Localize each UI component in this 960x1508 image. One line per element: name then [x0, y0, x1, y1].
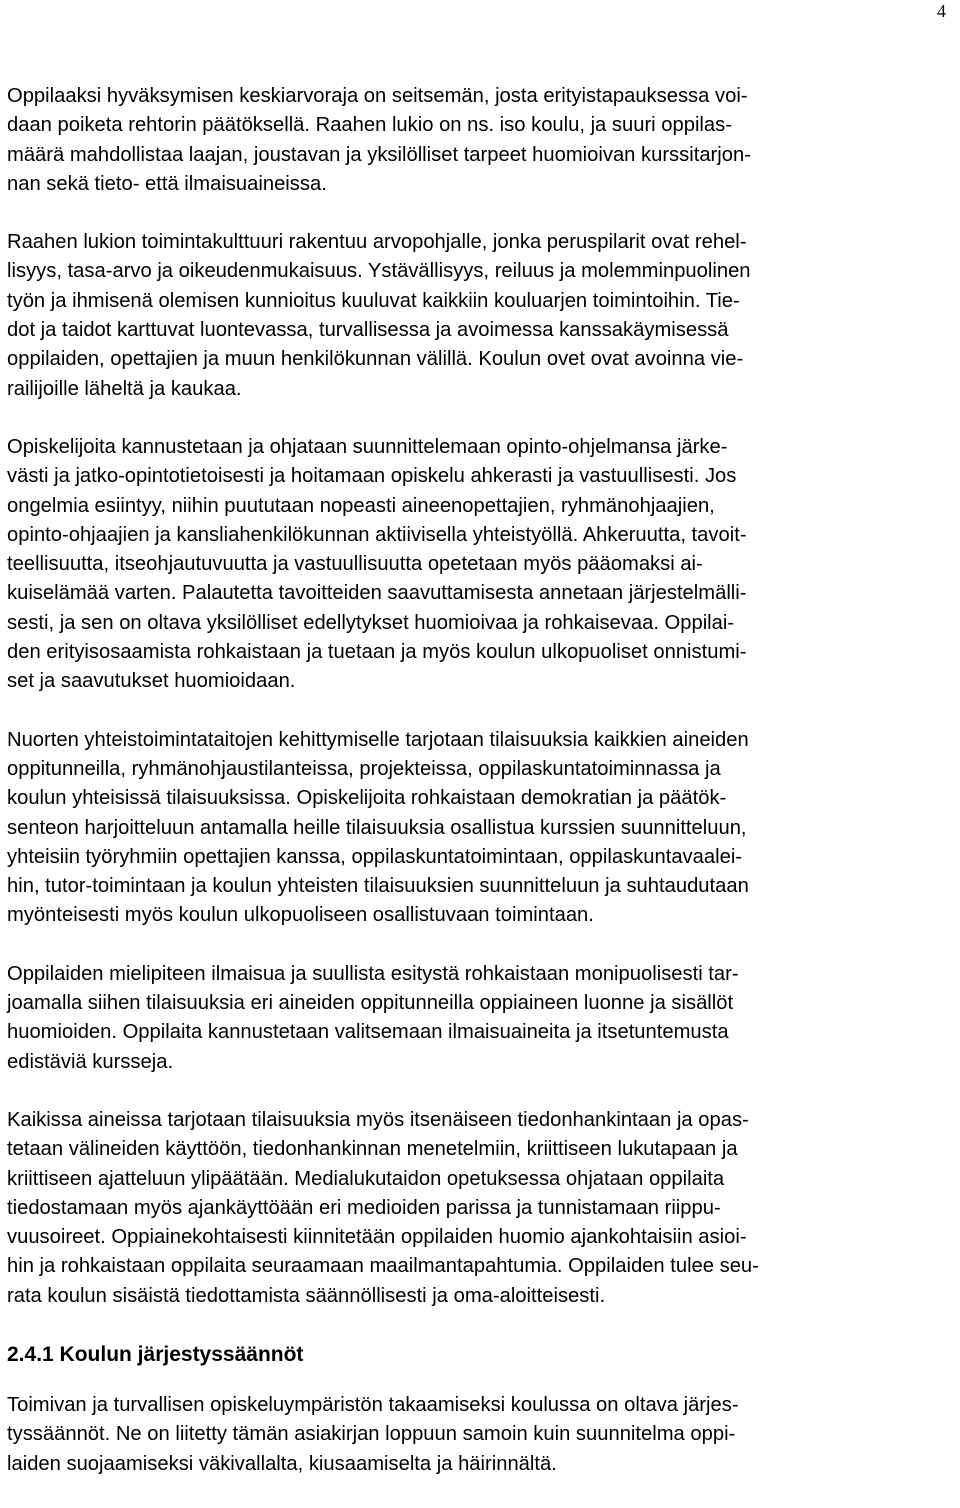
text-line: Oppilaaksi hyväksymisen keskiarvoraja on seitsemän, josta erityistapauksessa voi- [7, 85, 748, 107]
text-line: lisyys, tasa-arvo ja oikeudenmukaisuus. Ystävällisyys, reiluus ja molemminpuolinen [7, 260, 751, 283]
text-line: västi ja jatko-opintotietoisesti ja hoitamaan opiskelu ahkerasti ja vastuullisesti. Jos [7, 465, 737, 488]
text-line: dot ja taidot karttuvat luontevassa, turvallisessa ja avoimessa kanssakäymisessä [7, 319, 729, 342]
text-line: tiedostamaan myös ajankäyttöään eri medioiden parissa ja tunnistamaan riippu- [7, 1196, 721, 1219]
text-line: työn ja ihmisenä olemisen kunnioitus kuuluvat kaikkiin kouluarjen toimintoihin. Tie- [7, 289, 740, 312]
text-line: yhteisiin työryhmiin opettajien kanssa, oppilaskuntatoimintaan, oppilaskuntavaalei- [7, 845, 743, 868]
text-line: edistäviä kursseja. [7, 1050, 174, 1073]
text-line: Nuorten yhteistoimintataitojen kehittymiselle tarjotaan tilaisuuksia kaikkien aineiden [7, 728, 749, 751]
document-body [7, 82, 955, 1508]
text-line: Kaikissa aineissa tarjotaan tilaisuuksia myös itsenäiseen tiedonhankintaan ja opas- [7, 1108, 749, 1131]
section-heading: 2.4.1 Koulun järjestyssäännöt [7, 1342, 304, 1366]
text-line: vuusoireet. Oppiainekohtaisesti kiinnitetään oppilaiden huomio ajankohtaisiin asioi- [7, 1226, 747, 1249]
text-line: den erityisosaamista rohkaistaan ja tuetaan ja myös koulun ulkopuoliset onnistumi- [7, 641, 747, 664]
text-line: Toimivan ja turvallisen opiskeluympäristön takaamiseksi koulussa on oltava järjes- [7, 1393, 739, 1416]
text-line: senteon harjoitteluun antamalla heille tilaisuuksia osallistua kurssien suunnitteluun, [7, 816, 747, 839]
paragraph-student-guidance [7, 433, 955, 697]
text-line: nan sekä tieto- että ilmaisuaineissa. [7, 172, 327, 195]
text-line: kriittiseen ajatteluun ylipäätään. Medialukutaidon opetuksessa ohjataan oppilaita [7, 1167, 725, 1190]
text-line: tyssäännöt. Ne on liitetty tämän asiakirjan loppuun samoin kuin suunnitelma oppi- [7, 1423, 736, 1446]
text-line: teellisuutta, itseohjautuvuutta ja vastuullisuutta opetetaan myös pääomaksi ai- [7, 553, 703, 576]
text-line: sesti, ja sen on oltava yksilölliset edellytykset huomioivaa ja rohkaisevaa. Oppilai- [7, 611, 735, 634]
paragraph-school-culture [7, 228, 955, 404]
paragraph-information-literacy [7, 1106, 955, 1311]
text-line: Opiskelijoita kannustetaan ja ohjataan suunnittelemaan opinto-ohjelmansa järke- [7, 435, 728, 458]
text-line: huomioiden. Oppilaita kannustetaan valitsemaan ilmaisuaineita ja itsetuntemusta [7, 1021, 729, 1044]
text-line: ongelmia esiintyy, niihin puututaan nopeasti aineenopettajien, ryhmänohjaajien, [7, 494, 715, 517]
text-line: kuiselämää varten. Palautetta tavoitteiden saavuttamisesta annetaan järjestelmälli- [7, 582, 747, 605]
text-line: koulun yhteisissä tilaisuuksissa. Opiskelijoita rohkaistaan demokratian ja päätök- [7, 787, 727, 810]
text-line: railijoille läheltä ja kaukaa. [7, 377, 242, 400]
paragraph-cooperation-skills [7, 726, 955, 931]
text-line: oppitunneilla, ryhmänohjaustilanteissa, projekteissa, oppilaskuntatoiminnassa ja [7, 757, 721, 780]
text-line: hin, tutor-toimintaan ja koulun yhteisten tilaisuuksien suunnitteluun ja suhtaudutaan [7, 875, 749, 898]
text-line: daan poiketa rehtorin päätöksellä. Raahen lukio on ns. iso koulu, ja suuri oppilas- [7, 114, 732, 137]
text-line: joamalla siihen tilaisuuksia eri aineiden oppitunneilla oppiaineen luonne ja sisällöt [7, 992, 734, 1015]
text-line: Oppilaiden mielipiteen ilmaisua ja suullista esitystä rohkaistaan monipuolisesti tar- [7, 962, 739, 985]
text-line: set ja saavutukset huomioidaan. [7, 670, 296, 693]
text-line: opinto-ohjaajien ja kansliahenkilökunnan aktiivisella yhteistyöllä. Ahkeruutta, tavoit- [7, 523, 747, 546]
text-line: rata koulun sisäistä tiedottamista säännöllisesti ja oma-aloitteisesti. [7, 1284, 606, 1307]
text-line: määrä mahdollistaa laajan, joustavan ja yksilölliset tarpeet huomioivan kurssitarjon- [7, 143, 751, 166]
paragraph-admission [7, 82, 955, 199]
text-line: hin ja rohkaistaan oppilaita seuraamaan maailmantapahtumia. Oppilaiden tulee seu- [7, 1255, 759, 1278]
paragraph-rules [7, 1391, 955, 1479]
paragraph-expression [7, 960, 955, 1077]
text-line: laiden suojaamiseksi väkivallalta, kiusaamiselta ja häirinnältä. [7, 1452, 557, 1475]
text-line: tetaan välineiden käyttöön, tiedonhankinnan menetelmiin, kriittiseen lukutapaan ja [7, 1138, 738, 1161]
text-line: myönteisesti myös koulun ulkopuoliseen osallistuvaan toimintaan. [7, 904, 594, 927]
page-number: 4 [937, 1, 946, 21]
text-line: Raahen lukion toimintakulttuuri rakentuu arvopohjalle, jonka peruspilarit ovat rehel- [7, 231, 747, 254]
text-line: oppilaiden, opettajien ja muun henkilökunnan välillä. Koulun ovet ovat avoinna vie- [7, 348, 744, 371]
